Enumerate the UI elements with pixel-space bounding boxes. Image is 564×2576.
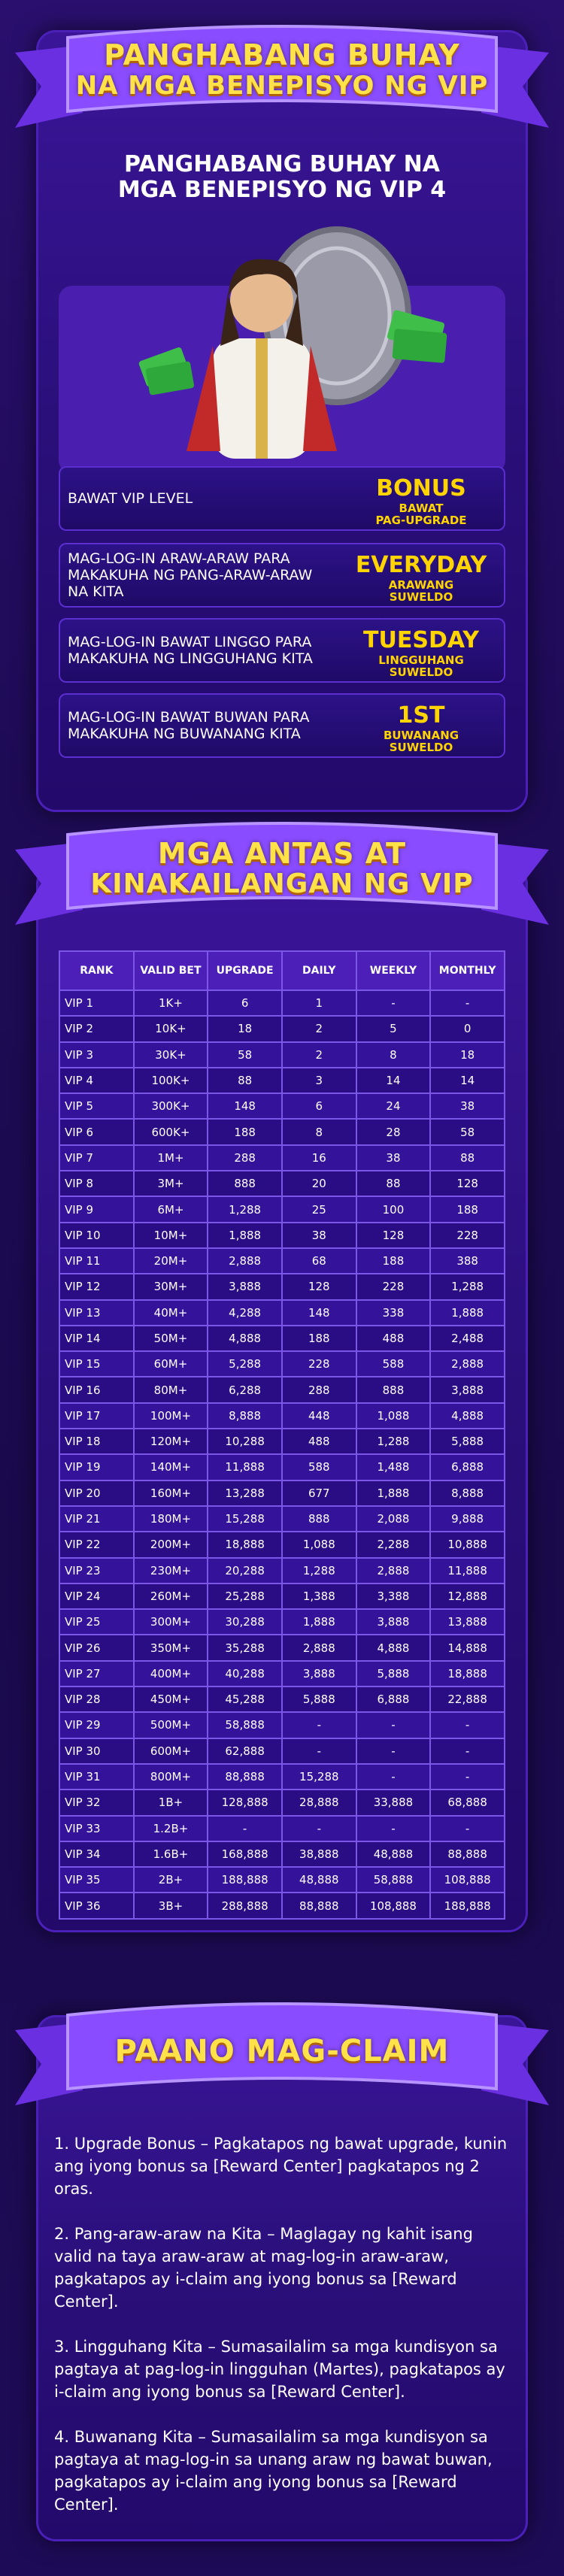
- banner-levels-line2: KINAKAILANGAN NG VIP: [90, 868, 474, 899]
- cell-valid-bet: 50M+: [134, 1326, 208, 1351]
- cell-upgrade: 18: [208, 1016, 282, 1041]
- cell-upgrade: 25,288: [208, 1583, 282, 1609]
- cell-valid-bet: 600K+: [134, 1119, 208, 1144]
- banner-benefits-line2: NA MGA BENEPISYO NG VIP: [75, 71, 489, 101]
- table-row: [59, 1764, 505, 1790]
- cell-daily: 188: [282, 1326, 356, 1351]
- cell-upgrade: 8,888: [208, 1403, 282, 1429]
- cell-rank: VIP 21: [59, 1506, 134, 1532]
- cell-upgrade: 10,288: [208, 1429, 282, 1454]
- banner-claim-title: PAANO MAG-CLAIM: [114, 2034, 450, 2068]
- cell-upgrade: 4,288: [208, 1300, 282, 1326]
- benefit-caption-2: SUWELDO: [389, 741, 453, 754]
- cell-weekly: -: [356, 990, 431, 1016]
- cell-monthly: 14,888: [430, 1635, 505, 1660]
- cell-daily: 1,888: [282, 1609, 356, 1635]
- banner-benefits-line1: PANGHABANG BUHAY: [104, 38, 460, 71]
- table-row: [59, 1403, 505, 1429]
- cell-monthly: 128: [430, 1171, 505, 1196]
- cell-valid-bet: 6M+: [134, 1196, 208, 1222]
- cell-weekly: 2,288: [356, 1532, 431, 1557]
- cell-rank: VIP 15: [59, 1351, 134, 1377]
- ribbon-banner-claim: [15, 2000, 549, 2113]
- benefit-highlight: BONUS: [376, 475, 466, 502]
- cell-rank: VIP 20: [59, 1480, 134, 1506]
- cell-daily: 5,888: [282, 1687, 356, 1712]
- vip-levels-table: [59, 950, 505, 1920]
- claim-step-1: 1. Upgrade Bonus – Pagkatapos ng bawat upgrade, kunin ang iyong bonus sa [Reward Center] pagkatapos ng 2 oras.: [54, 2135, 508, 2198]
- cell-daily: 677: [282, 1480, 356, 1506]
- table-row: [59, 1687, 505, 1712]
- cell-monthly: 2,888: [430, 1351, 505, 1377]
- cell-weekly: -: [356, 1738, 431, 1764]
- cell-daily: 28,888: [282, 1790, 356, 1815]
- cell-weekly: 588: [356, 1351, 431, 1377]
- cell-monthly: 188,888: [430, 1893, 505, 1918]
- ribbon-banner-benefits: [15, 23, 549, 135]
- cell-valid-bet: 800M+: [134, 1764, 208, 1790]
- cell-valid-bet: 3B+: [134, 1893, 208, 1918]
- cell-daily: 128: [282, 1274, 356, 1299]
- table-row: [59, 1816, 505, 1841]
- cell-upgrade: 15,288: [208, 1506, 282, 1532]
- cell-weekly: 108,888: [356, 1893, 431, 1918]
- cell-weekly: 2,088: [356, 1506, 431, 1532]
- cell-monthly: 38: [430, 1093, 505, 1119]
- table-row: [59, 1583, 505, 1609]
- cell-rank: VIP 17: [59, 1403, 134, 1429]
- cell-daily: 588: [282, 1454, 356, 1480]
- cell-valid-bet: 260M+: [134, 1583, 208, 1609]
- claim-step-2: 2. Pang-araw-araw na Kita – Maglagay ng kahit isang valid na taya araw-araw at mag-log-in araw-araw, pagkatapos ay i-claim ang iyong bonus sa [Reward Center].: [54, 2225, 473, 2311]
- cell-monthly: 10,888: [430, 1532, 505, 1557]
- table-row: [59, 1454, 505, 1480]
- cell-weekly: 1,488: [356, 1454, 431, 1480]
- cell-upgrade: 288,888: [208, 1893, 282, 1918]
- cell-valid-bet: 140M+: [134, 1454, 208, 1480]
- cell-daily: 488: [282, 1429, 356, 1454]
- cell-rank: VIP 31: [59, 1764, 134, 1790]
- cell-weekly: 24: [356, 1093, 431, 1119]
- cell-daily: 6: [282, 1093, 356, 1119]
- col-header-daily: DAILY: [282, 951, 356, 990]
- cell-upgrade: -: [208, 1816, 282, 1841]
- cell-valid-bet: 60M+: [134, 1351, 208, 1377]
- cell-upgrade: 35,288: [208, 1635, 282, 1660]
- table-row: [59, 1790, 505, 1815]
- table-row: [59, 1377, 505, 1402]
- cell-rank: VIP 2: [59, 1016, 134, 1041]
- cell-upgrade: 58: [208, 1042, 282, 1068]
- cell-monthly: 88,888: [430, 1841, 505, 1867]
- cell-upgrade: 6: [208, 990, 282, 1016]
- cell-valid-bet: 300M+: [134, 1609, 208, 1635]
- table-row: [59, 1893, 505, 1918]
- cell-valid-bet: 500M+: [134, 1712, 208, 1738]
- benefit-caption-2: PAG-UPGRADE: [375, 514, 467, 527]
- cell-weekly: 28: [356, 1119, 431, 1144]
- cell-upgrade: 88: [208, 1068, 282, 1093]
- table-row: [59, 1841, 505, 1867]
- cell-upgrade: 62,888: [208, 1738, 282, 1764]
- cell-daily: 3: [282, 1068, 356, 1093]
- cell-monthly: 2,488: [430, 1326, 505, 1351]
- cell-rank: VIP 36: [59, 1893, 134, 1918]
- cell-daily: 888: [282, 1506, 356, 1532]
- cell-valid-bet: 100K+: [134, 1068, 208, 1093]
- cell-rank: VIP 4: [59, 1068, 134, 1093]
- cell-weekly: 228: [356, 1274, 431, 1299]
- cell-monthly: 13,888: [430, 1609, 505, 1635]
- table-body: [59, 990, 505, 1919]
- benefit-row-vip-level: [59, 466, 505, 531]
- cell-monthly: 88: [430, 1145, 505, 1171]
- cell-daily: -: [282, 1738, 356, 1764]
- table-row: [59, 1042, 505, 1068]
- cell-daily: 228: [282, 1351, 356, 1377]
- cell-monthly: -: [430, 990, 505, 1016]
- cell-valid-bet: 300K+: [134, 1093, 208, 1119]
- cell-weekly: 33,888: [356, 1790, 431, 1815]
- table-row: [59, 1196, 505, 1222]
- cell-upgrade: 1,288: [208, 1196, 282, 1222]
- cell-weekly: -: [356, 1764, 431, 1790]
- col-header-valid-bet: VALID BET: [134, 951, 208, 990]
- cell-upgrade: 5,288: [208, 1351, 282, 1377]
- cell-rank: VIP 23: [59, 1558, 134, 1583]
- cell-upgrade: 40,288: [208, 1661, 282, 1687]
- cell-daily: 38: [282, 1223, 356, 1248]
- cell-monthly: -: [430, 1738, 505, 1764]
- cell-upgrade: 18,888: [208, 1532, 282, 1557]
- cell-valid-bet: 1.6B+: [134, 1841, 208, 1867]
- cell-daily: 1,288: [282, 1558, 356, 1583]
- cell-weekly: 2,888: [356, 1558, 431, 1583]
- table-row: [59, 1635, 505, 1660]
- cell-upgrade: 58,888: [208, 1712, 282, 1738]
- cell-upgrade: 88,888: [208, 1764, 282, 1790]
- claim-step-4: 4. Buwanang Kita – Sumasailalim sa mga kundisyon sa pagtaya at mag-log-in sa unang araw ng bawat buwan, pagkatapos ay i-claim ang iyong bonus sa [Reward Center].: [54, 2428, 493, 2514]
- benefit-caption-1: LINGGUHANG: [378, 653, 464, 667]
- cell-monthly: 1,288: [430, 1274, 505, 1299]
- cell-monthly: -: [430, 1764, 505, 1790]
- cell-rank: VIP 5: [59, 1093, 134, 1119]
- table-row: [59, 1712, 505, 1738]
- cell-monthly: 58: [430, 1119, 505, 1144]
- cell-valid-bet: 230M+: [134, 1558, 208, 1583]
- cell-valid-bet: 3M+: [134, 1171, 208, 1196]
- table-row: [59, 1119, 505, 1144]
- cell-upgrade: 128,888: [208, 1790, 282, 1815]
- benefit-caption-1: BUWANANG: [383, 729, 459, 742]
- benefit-label: BAWAT VIP LEVEL: [68, 490, 193, 507]
- cell-rank: VIP 7: [59, 1145, 134, 1171]
- table-row: [59, 1506, 505, 1532]
- cell-monthly: 9,888: [430, 1506, 505, 1532]
- cell-monthly: 0: [430, 1016, 505, 1041]
- benefit-label: MAG-LOG-IN BAWAT BUWAN PARA MAKAKUHA NG BUWANANG KITA: [68, 709, 310, 742]
- cell-valid-bet: 30K+: [134, 1042, 208, 1068]
- cell-upgrade: 188: [208, 1119, 282, 1144]
- table-row: [59, 1609, 505, 1635]
- cell-upgrade: 13,288: [208, 1480, 282, 1506]
- table-row: [59, 1558, 505, 1583]
- benefit-row-weekly: [59, 618, 505, 683]
- cell-valid-bet: 40M+: [134, 1300, 208, 1326]
- cell-rank: VIP 10: [59, 1223, 134, 1248]
- cell-rank: VIP 13: [59, 1300, 134, 1326]
- cell-weekly: 338: [356, 1300, 431, 1326]
- benefit-caption-1: ARAWANG: [388, 578, 454, 592]
- cell-weekly: 888: [356, 1377, 431, 1402]
- table-row: [59, 1351, 505, 1377]
- cell-rank: VIP 8: [59, 1171, 134, 1196]
- cell-weekly: 3,388: [356, 1583, 431, 1609]
- table-row: [59, 1532, 505, 1557]
- benefit-highlight: 1ST: [397, 702, 445, 729]
- cell-daily: 2: [282, 1016, 356, 1041]
- cell-valid-bet: 10M+: [134, 1223, 208, 1248]
- table-row: [59, 1738, 505, 1764]
- cell-monthly: 5,888: [430, 1429, 505, 1454]
- cell-upgrade: 148: [208, 1093, 282, 1119]
- cell-weekly: 4,888: [356, 1635, 431, 1660]
- cell-valid-bet: 400M+: [134, 1661, 208, 1687]
- cell-valid-bet: 20M+: [134, 1248, 208, 1274]
- table-row: [59, 1480, 505, 1506]
- cell-weekly: 5: [356, 1016, 431, 1041]
- table-row: [59, 1016, 505, 1041]
- cell-weekly: 1,888: [356, 1480, 431, 1506]
- table-row: [59, 1429, 505, 1454]
- cell-valid-bet: 1B+: [134, 1790, 208, 1815]
- cell-weekly: 1,088: [356, 1403, 431, 1429]
- cell-monthly: 6,888: [430, 1454, 505, 1480]
- table-row: [59, 1248, 505, 1274]
- cell-valid-bet: 350M+: [134, 1635, 208, 1660]
- cell-weekly: 3,888: [356, 1609, 431, 1635]
- cell-weekly: 5,888: [356, 1661, 431, 1687]
- cell-daily: 1,388: [282, 1583, 356, 1609]
- cell-upgrade: 20,288: [208, 1558, 282, 1583]
- cell-rank: VIP 22: [59, 1532, 134, 1557]
- cell-daily: 448: [282, 1403, 356, 1429]
- table-row: [59, 1093, 505, 1119]
- cell-weekly: -: [356, 1816, 431, 1841]
- cell-rank: VIP 30: [59, 1738, 134, 1764]
- cell-valid-bet: 80M+: [134, 1377, 208, 1402]
- cell-monthly: 1,888: [430, 1300, 505, 1326]
- cell-monthly: 12,888: [430, 1583, 505, 1609]
- cell-rank: VIP 29: [59, 1712, 134, 1738]
- cell-daily: 15,288: [282, 1764, 356, 1790]
- cell-weekly: 1,288: [356, 1429, 431, 1454]
- cell-rank: VIP 24: [59, 1583, 134, 1609]
- cell-monthly: 68,888: [430, 1790, 505, 1815]
- cell-upgrade: 188,888: [208, 1867, 282, 1893]
- cell-daily: 2,888: [282, 1635, 356, 1660]
- cell-weekly: 6,888: [356, 1687, 431, 1712]
- table-row: [59, 1223, 505, 1248]
- cell-rank: VIP 33: [59, 1816, 134, 1841]
- cell-upgrade: 1,888: [208, 1223, 282, 1248]
- benefit-label: MAG-LOG-IN ARAW-ARAW PARA MAKAKUHA NG PANG-ARAW-ARAW NA KITA: [68, 550, 313, 600]
- cell-daily: 20: [282, 1171, 356, 1196]
- col-header-upgrade: UPGRADE: [208, 951, 282, 990]
- cell-rank: VIP 11: [59, 1248, 134, 1274]
- table-header-row: [59, 951, 505, 990]
- cell-monthly: 8,888: [430, 1480, 505, 1506]
- cell-monthly: 18: [430, 1042, 505, 1068]
- benefit-highlight: TUESDAY: [363, 627, 479, 653]
- cell-rank: VIP 19: [59, 1454, 134, 1480]
- table-row: [59, 1145, 505, 1171]
- cell-daily: 68: [282, 1248, 356, 1274]
- benefit-label: MAG-LOG-IN BAWAT LINGGO PARA MAKAKUHA NG LINGGUHANG KITA: [68, 634, 313, 667]
- cell-upgrade: 11,888: [208, 1454, 282, 1480]
- cell-weekly: 88: [356, 1171, 431, 1196]
- cell-valid-bet: 2B+: [134, 1867, 208, 1893]
- cell-upgrade: 30,288: [208, 1609, 282, 1635]
- cell-monthly: 18,888: [430, 1661, 505, 1687]
- cell-weekly: 188: [356, 1248, 431, 1274]
- benefit-caption-2: SUWELDO: [389, 590, 453, 604]
- cell-valid-bet: 180M+: [134, 1506, 208, 1532]
- cell-valid-bet: 160M+: [134, 1480, 208, 1506]
- cell-valid-bet: 30M+: [134, 1274, 208, 1299]
- cell-valid-bet: 100M+: [134, 1403, 208, 1429]
- cell-valid-bet: 450M+: [134, 1687, 208, 1712]
- table-row: [59, 1274, 505, 1299]
- cell-daily: 88,888: [282, 1893, 356, 1918]
- cell-monthly: 188: [430, 1196, 505, 1222]
- cell-upgrade: 888: [208, 1171, 282, 1196]
- cell-upgrade: 4,888: [208, 1326, 282, 1351]
- cell-valid-bet: 1K+: [134, 990, 208, 1016]
- cell-monthly: 14: [430, 1068, 505, 1093]
- table-row: [59, 990, 505, 1016]
- cell-monthly: -: [430, 1816, 505, 1841]
- cell-monthly: -: [430, 1712, 505, 1738]
- cell-rank: VIP 1: [59, 990, 134, 1016]
- cell-rank: VIP 14: [59, 1326, 134, 1351]
- cell-weekly: 48,888: [356, 1841, 431, 1867]
- cell-rank: VIP 25: [59, 1609, 134, 1635]
- cell-rank: VIP 28: [59, 1687, 134, 1712]
- table-row: [59, 1326, 505, 1351]
- col-header-weekly: WEEKLY: [356, 951, 431, 990]
- benefit-row-monthly: [59, 693, 505, 758]
- cell-monthly: 3,888: [430, 1377, 505, 1402]
- cell-weekly: 100: [356, 1196, 431, 1222]
- cell-weekly: -: [356, 1712, 431, 1738]
- cell-weekly: 14: [356, 1068, 431, 1093]
- cell-rank: VIP 27: [59, 1661, 134, 1687]
- cell-valid-bet: 120M+: [134, 1429, 208, 1454]
- benefit-caption-2: SUWELDO: [389, 665, 453, 679]
- cell-daily: 8: [282, 1119, 356, 1144]
- section-subtitle-line1: PANGHABANG BUHAY NA: [124, 151, 440, 177]
- table-row: [59, 1068, 505, 1093]
- cell-rank: VIP 6: [59, 1119, 134, 1144]
- cell-weekly: 488: [356, 1326, 431, 1351]
- cell-daily: 288: [282, 1377, 356, 1402]
- vip-character-illustration: [59, 226, 505, 474]
- cell-upgrade: 168,888: [208, 1841, 282, 1867]
- cell-rank: VIP 18: [59, 1429, 134, 1454]
- table-row: [59, 1300, 505, 1326]
- cell-upgrade: 2,888: [208, 1248, 282, 1274]
- cell-valid-bet: 1.2B+: [134, 1816, 208, 1841]
- cell-rank: VIP 34: [59, 1841, 134, 1867]
- cell-weekly: 128: [356, 1223, 431, 1248]
- cell-monthly: 4,888: [430, 1403, 505, 1429]
- cell-rank: VIP 16: [59, 1377, 134, 1402]
- benefit-row-daily: [59, 543, 505, 608]
- claim-step-3: 3. Lingguhang Kita – Sumasailalim sa mga kundisyon sa pagtaya at pag-log-in lingguhan (Martes), pagkatapos ay i-claim ang iyong bonus sa [Reward Center].: [54, 2338, 505, 2401]
- cell-monthly: 11,888: [430, 1558, 505, 1583]
- cell-monthly: 108,888: [430, 1867, 505, 1893]
- table-row: [59, 1171, 505, 1196]
- cell-daily: 38,888: [282, 1841, 356, 1867]
- cell-rank: VIP 35: [59, 1867, 134, 1893]
- section-subtitle-line2: MGA BENEPISYO NG VIP 4: [117, 177, 447, 203]
- cell-daily: 25: [282, 1196, 356, 1222]
- cell-valid-bet: 10K+: [134, 1016, 208, 1041]
- table-row: [59, 1661, 505, 1687]
- col-header-monthly: MONTHLY: [430, 951, 505, 990]
- claim-instructions: [54, 2132, 513, 2538]
- cell-rank: VIP 26: [59, 1635, 134, 1660]
- benefit-caption-1: BAWAT: [399, 502, 444, 515]
- benefit-highlight: EVERYDAY: [355, 552, 487, 578]
- banner-levels-line1: MGA ANTAS AT: [157, 837, 407, 870]
- cell-valid-bet: 600M+: [134, 1738, 208, 1764]
- cell-monthly: 388: [430, 1248, 505, 1274]
- cell-monthly: 22,888: [430, 1687, 505, 1712]
- cell-daily: 1,088: [282, 1532, 356, 1557]
- cell-valid-bet: 200M+: [134, 1532, 208, 1557]
- cell-daily: 48,888: [282, 1867, 356, 1893]
- table-row: [59, 1867, 505, 1893]
- ribbon-banner-levels: [15, 820, 549, 932]
- cell-valid-bet: 1M+: [134, 1145, 208, 1171]
- cell-daily: -: [282, 1816, 356, 1841]
- cell-daily: 1: [282, 990, 356, 1016]
- cell-daily: 16: [282, 1145, 356, 1171]
- cell-weekly: 38: [356, 1145, 431, 1171]
- cell-upgrade: 45,288: [208, 1687, 282, 1712]
- col-header-rank: RANK: [59, 951, 134, 990]
- cell-rank: VIP 12: [59, 1274, 134, 1299]
- cell-weekly: 58,888: [356, 1867, 431, 1893]
- cell-rank: VIP 3: [59, 1042, 134, 1068]
- cell-daily: -: [282, 1712, 356, 1738]
- cell-daily: 148: [282, 1300, 356, 1326]
- cell-upgrade: 288: [208, 1145, 282, 1171]
- cell-daily: 3,888: [282, 1661, 356, 1687]
- cell-upgrade: 6,288: [208, 1377, 282, 1402]
- cell-monthly: 228: [430, 1223, 505, 1248]
- cell-daily: 2: [282, 1042, 356, 1068]
- cell-rank: VIP 32: [59, 1790, 134, 1815]
- cell-rank: VIP 9: [59, 1196, 134, 1222]
- cell-weekly: 8: [356, 1042, 431, 1068]
- cell-upgrade: 3,888: [208, 1274, 282, 1299]
